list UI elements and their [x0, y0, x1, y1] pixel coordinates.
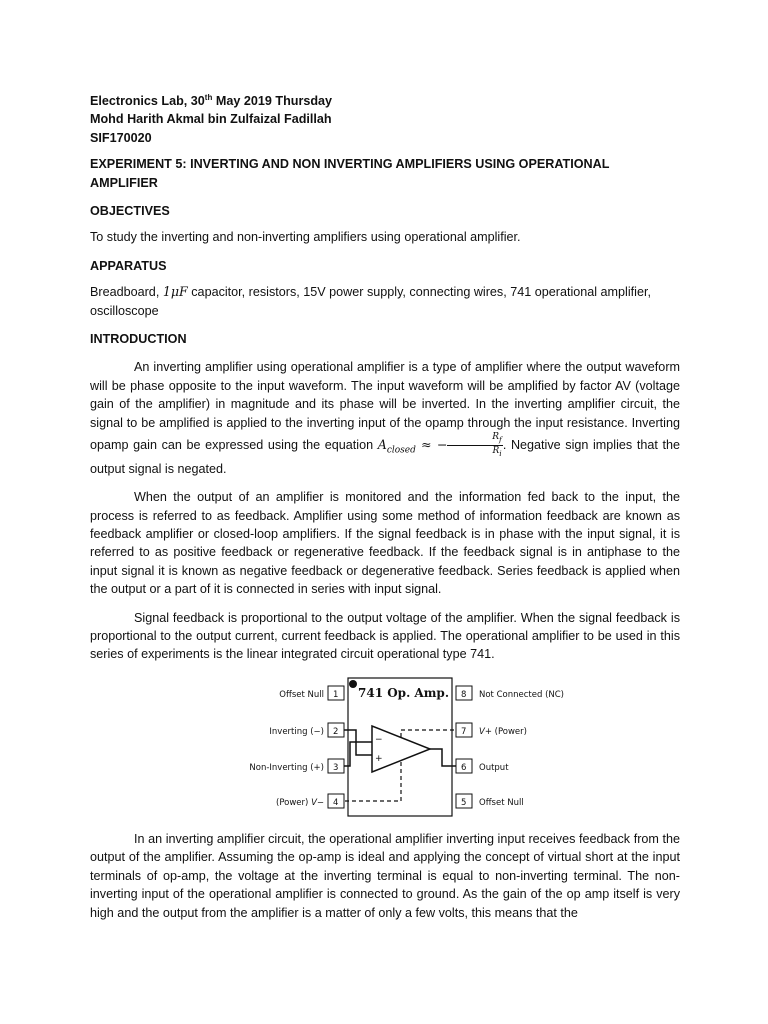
pin-1-num: 1: [333, 690, 339, 700]
experiment-title: EXPERIMENT 5: INVERTING AND NON INVERTING AMPLIFIERS USING OPERATIONAL AMPLIFIER: [90, 157, 610, 190]
pin-8-label: Not Connected (NC): [479, 690, 564, 700]
pin-3-label: Non-Inverting (+): [249, 763, 324, 773]
equation: $A_{closed}$ ≈ − $\frac{R_f}{R_i}$: [377, 432, 502, 458]
pin-7-label: V+ (Power): [479, 727, 527, 737]
introduction-heading: INTRODUCTION: [90, 332, 187, 347]
pin-8-num: 8: [461, 690, 467, 700]
header-line-name: Mohd Harith Akmal bin Zulfaizal Fadillah: [90, 112, 332, 127]
pin-5-label: Offset Null: [479, 798, 524, 808]
pin-1-label: Offset Null: [279, 690, 324, 700]
objectives-text: To study the inverting and non-inverting amplifiers using operational amplifier.: [90, 230, 521, 245]
objectives-heading: OBJECTIVES: [90, 204, 170, 219]
pin-6-label: Output: [479, 763, 509, 773]
chip-title: 741 Op. Amp.: [358, 686, 450, 700]
op-amp-minus: −: [375, 735, 383, 745]
pin-4-label: (Power) V−: [276, 798, 324, 808]
intro-paragraph-2: When the output of an amplifier is monitored and the information fed back to the input, the process is referred to as feedback. Amplifier using some method of information feedback are known as feedback amplifier or closed-loop amplifiers. If the signal feedback is in phase with the input signal, it is referred to as positive feedback or regenerative feedback. If the feedback signal is in antiphase to the input signal it is known as negative feedback or degenerative feedback. Series feedback is applied when the output or a part of it is connected in series with input signal.: [90, 490, 680, 597]
pin-5-num: 5: [461, 798, 467, 808]
pin-4-num: 4: [333, 798, 339, 808]
header-line-id: SIF170020: [90, 130, 152, 145]
pin-3-num: 3: [333, 763, 339, 773]
apparatus-math: 1μF: [162, 284, 188, 300]
pin-7-num: 7: [461, 727, 467, 737]
op-amp-pinout-diagram: [246, 676, 564, 818]
op-amp-plus: +: [375, 754, 383, 764]
apparatus-text: Breadboard, 1μF capacitor, resistors, 15V power supply, connecting wires, 741 operational amplifier, oscilloscope: [90, 284, 651, 318]
intro-paragraph-3: Signal feedback is proportional to the output voltage of the amplifier. When the signal feedback is proportional to the output current, current feedback is applied. The operational amplifier to be used in this series of experiments is the linear integrated circuit operational type 741.: [90, 610, 680, 662]
intro-paragraph-4: In an inverting amplifier circuit, the operational amplifier inverting input receives feedback from the output of the amplifier. Assuming the op-amp is ideal and applying the concept of virtual short at the input terminals of op-amp, the voltage at the inverting terminal is equal to non-inverting terminal. The non-inverting input of the operational amplifier is connected to ground. As the gain of the op amp itself is very high and the output from the amplifier is a matter of only a few volts, this means that the: [90, 832, 680, 920]
intro-paragraph-1: An inverting amplifier using operational amplifier is a type of amplifier where the output waveform will be phase opposite to the input waveform. The input waveform will be amplified by factor AV (voltage gain of the amplifier) in magnitude and its phase will be inverted. In the inverting amplifier circuit, the signal to be amplified is applied to the inverting input of the opamp through the input resistance. Inverting opamp gain can be expressed using the equation $A_{closed}$ ≈ − $\frac{R_f}{R_i}$ . Negative sign implies that the output signal is negated.: [90, 360, 680, 476]
pin1-dot: [349, 680, 357, 688]
pin-2-label: Inverting (−): [269, 727, 324, 737]
apparatus-heading: APPARATUS: [90, 258, 167, 273]
pin-6-num: 6: [461, 763, 467, 773]
document-page: [90, 92, 680, 664]
pin-2-num: 2: [333, 727, 339, 737]
document-page-continued: [90, 830, 680, 922]
header-line-date: Electronics Lab, 30th May 2019 Thursday: [90, 92, 333, 108]
